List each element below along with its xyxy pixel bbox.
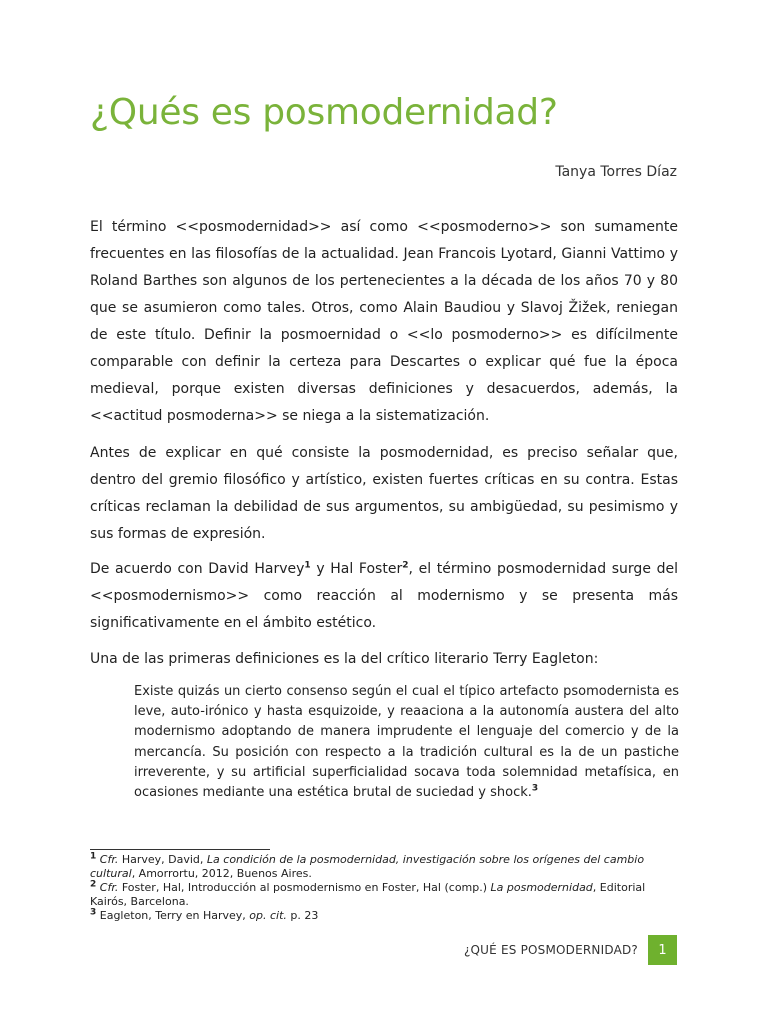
footnote-marker-3: 3 — [90, 907, 97, 918]
footnote-2-author: Foster, Hal, Introducción al posmodernismo en Foster, Hal (comp.) — [118, 881, 491, 894]
footnotes — [90, 853, 680, 924]
block-quote-text: Existe quizás un cierto consenso según el cual el típico artefacto psomodernista es leve, auto-irónico y hasta esquizoide, y reaaciona a la autonomía austera del alto modernismo adoptando de manera imprudente el lenguaje del comercio y de la mercancía. Su posición con respecto a la tradición cultural es la de un pastiche irreverente, y su artificial superficialidad socava toda solemnidad metafísica, en ocasiones mediante una estética brutal de suciedad y shock. — [134, 684, 679, 801]
author-name: Tanya Torres Díaz — [555, 164, 677, 180]
paragraph-origin-text-c: , el término posmodernidad surge del <<posmodernismo>> como reacción al modernismo y se presenta más significativamente en el ámbito estético. — [90, 561, 678, 631]
footnote-marker-2: 2 — [90, 879, 97, 890]
footnote-2-rest: , Editorial Kairós, Barcelona. — [90, 881, 646, 908]
paragraph-origin-text-a: De acuerdo con David Harvey — [90, 561, 305, 577]
footnote-ref-1[interactable]: 1 — [304, 560, 311, 571]
document-title: ¿Qués es posmodernidad? — [90, 92, 558, 133]
paragraph-definition-intro: Una de las primeras definiciones es la del crítico literario Terry Eagleton: — [90, 651, 599, 667]
footnote-1-author: Harvey, David, — [118, 853, 207, 866]
paragraph-intro: El término <<posmodernidad>> así como <<posmoderno>> son sumamente frecuentes en las filosofías de la actualidad. Jean Francois Lyotard, Gianni Vattimo y Roland Barthes son algunos de los pertenecientes a la década de los años 70 y 80 que se asumieron como tales. Otros, como Alain Baudiou y Slavoj Žižek, reniegan de este título. Definir la posmoernidad o <<lo posmoderno>> es difícilmente comparable con definir la certeza para Descartes o explicar qué fue la época medieval, porque existen diversas definiciones y desacuerdos, además, la <<actitud posmoderna>> se niega a la sistematización. — [90, 219, 678, 424]
page-footer — [464, 935, 677, 965]
footnote-3-rest: p. 23 — [286, 909, 319, 922]
footnote-separator — [90, 849, 270, 850]
footnote-2-work: La posmodernidad — [490, 881, 593, 894]
footnote-ref-2[interactable]: 2 — [402, 560, 409, 571]
footnote-ref-3[interactable]: 3 — [531, 783, 539, 794]
block-quote — [134, 682, 679, 803]
paragraph-criticism: Antes de explicar en qué consiste la posmodernidad, es preciso señalar que, dentro del gremio filosófico y artístico, existen fuertes críticas en su contra. Estas críticas reclaman la debilidad de sus argumentos, su ambigüedad, su pesimismo y sus formas de expresión. — [90, 445, 678, 542]
footnote-3-work: op. cit. — [249, 909, 287, 922]
footnote-1 — [90, 853, 680, 880]
footnote-2 — [90, 881, 680, 908]
running-title: ¿QUÉ ES POSMODERNIDAD? — [463, 943, 638, 957]
footnote-3-author: Eagleton, Terry en Harvey, — [96, 909, 250, 922]
footnote-1-work: La condición de la posmodernidad, investigación sobre los orígenes del cambio cultural — [90, 853, 645, 880]
footnote-3 — [90, 909, 680, 923]
page-number-badge: 1 — [648, 935, 677, 965]
footnote-1-rest: , Amorrortu, 2012, Buenos Aires. — [131, 866, 312, 880]
footnote-1-cfr: Cfr. — [99, 853, 119, 866]
footnote-marker-1: 1 — [90, 851, 97, 862]
footnote-2-cfr: Cfr. — [99, 881, 119, 894]
paragraph-origin-text-b: y Hal Foster — [310, 561, 403, 577]
paragraph-origin — [90, 556, 678, 637]
